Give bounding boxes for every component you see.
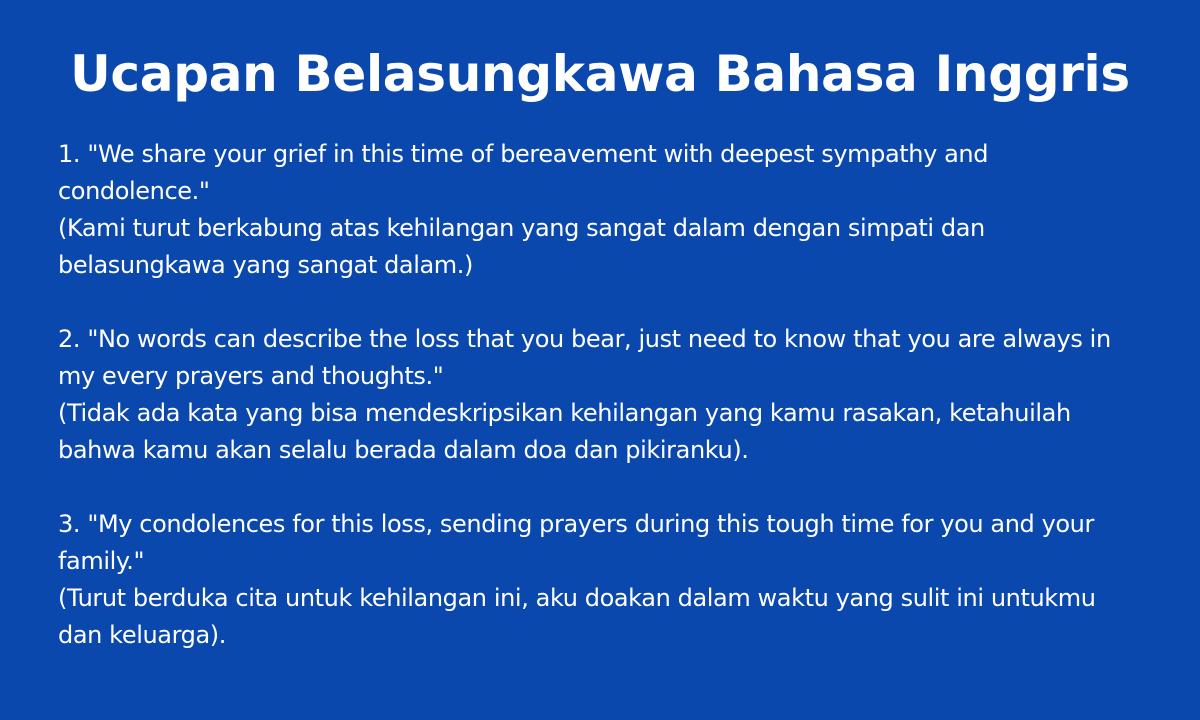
indonesian-translation: (Turut berduka cita untuk kehilangan ini, aku doakan dalam waktu yang sulit ini untukmu dan keluarga). (58, 584, 1096, 649)
indonesian-translation: (Tidak ada kata yang bisa mendeskripsikan kehilangan yang kamu rasakan, ketahuilah bahwa kamu akan selalu berada dalam doa dan pikiranku). (58, 399, 1071, 464)
english-quote: 1. "We share your grief in this time of bereavement with deepest sympathy and condolence." (58, 140, 989, 205)
condolence-item-2 (58, 321, 1142, 469)
condolence-item-3 (58, 506, 1142, 654)
page-title: Ucapan Belasungkawa Bahasa Inggris (70, 45, 1130, 103)
english-quote: 2. "No words can describe the loss that you bear, just need to know that you are always in my every prayers and thoughts." (58, 325, 1111, 390)
condolence-list (58, 136, 1142, 654)
indonesian-translation: (Kami turut berkabung atas kehilangan yang sangat dalam dengan simpati dan belasungkawa yang sangat dalam.) (58, 214, 985, 279)
condolence-item-1 (58, 136, 1142, 284)
english-quote: 3. "My condolences for this loss, sending prayers during this tough time for you and your family." (58, 510, 1094, 575)
